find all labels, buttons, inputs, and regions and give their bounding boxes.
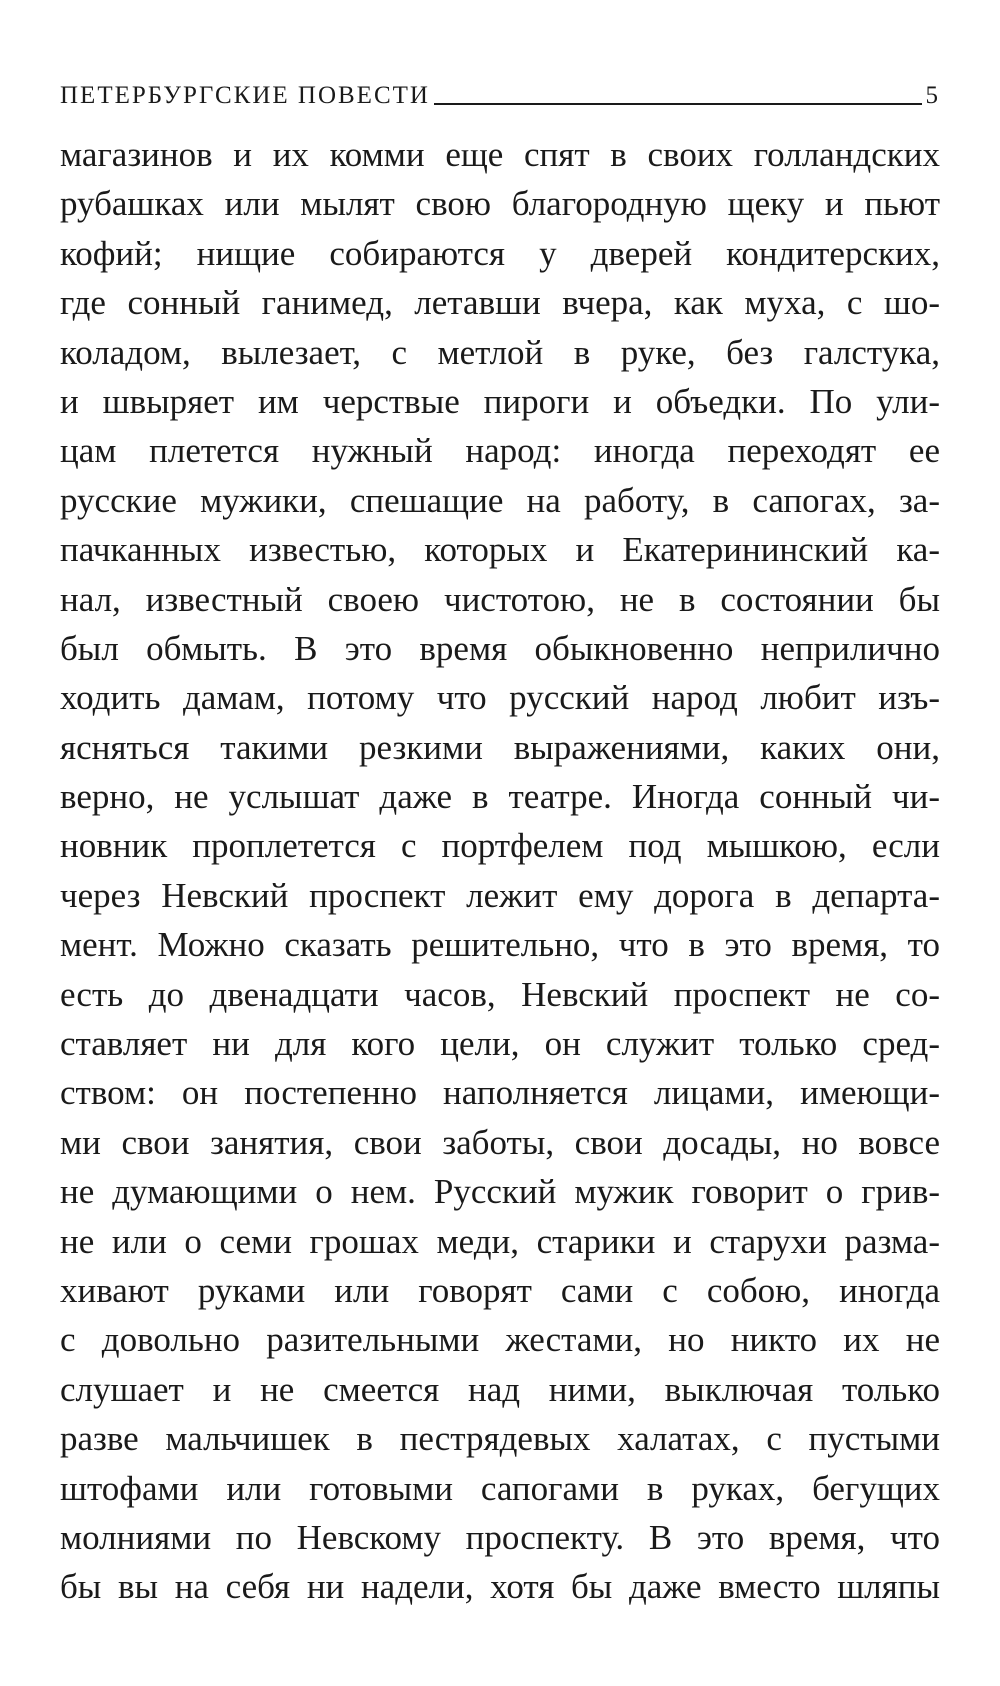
text-line: новник проплетется с портфелем под мышкою, если [60, 826, 940, 866]
text-line: не или о семи грошах меди, старики и старухи разма- [60, 1221, 940, 1261]
text-line: хивают руками или говорят сами с собою, иногда [60, 1270, 940, 1310]
page-number: 5 [925, 82, 940, 109]
text-line: ми свои занятия, свои заботы, свои досады, но вовсе [60, 1122, 940, 1162]
text-line: есть до двенадцати часов, Невский проспект не со- [60, 974, 940, 1014]
text-line: кофий; нищие собираются у дверей кондитерских, [60, 233, 940, 273]
text-line: бы вы на себя ни надели, хотя бы даже вместо шляпы [60, 1567, 940, 1607]
text-line: где сонный ганимед, летавши вчера, как муха, с шо- [60, 283, 940, 323]
text-line: через Невский проспект лежит ему дорога в департа- [60, 875, 940, 915]
text-line: пачканных известью, которых и Екатерининский ка- [60, 530, 940, 570]
text-line: был обмыть. В это время обыкновенно неприлично [60, 628, 940, 668]
text-line: с довольно разительными жестами, но никто их не [60, 1320, 940, 1360]
text-line: нал, известный своею чистотою, не в состоянии бы [60, 579, 940, 619]
text-line: цам плетется нужный народ: иногда переходят ее [60, 431, 940, 471]
text-line: ясняться такими резкими выражениями, каких они, [60, 727, 940, 767]
running-head-rule [434, 103, 922, 105]
text-line: не думающими о нем. Русский мужик говорит о грив- [60, 1172, 940, 1212]
body-text [60, 130, 940, 1612]
running-head-title: ПЕТЕРБУРГСКИЕ ПОВЕСТИ [60, 82, 430, 109]
text-line: ходить дамам, потому что русский народ любит изъ- [60, 678, 940, 718]
text-line: коладом, вылезает, с метлой в руке, без галстука, [60, 332, 940, 372]
text-line: мент. Можно сказать решительно, что в это время, то [60, 925, 940, 965]
text-line: магазинов и их комми еще спят в своих голландских [60, 135, 940, 174]
text-line: ством: он постепенно наполняется лицами, имеющи- [60, 1073, 940, 1113]
text-line: молниями по Невскому проспекту. В это время, что [60, 1517, 940, 1557]
text-line: и швыряет им черствые пироги и объедки. По ули- [60, 381, 940, 421]
text-line: разве мальчишек в пестрядевых халатах, с пустыми [60, 1419, 940, 1459]
running-head [60, 74, 940, 108]
text-line: ставляет ни для кого цели, он служит только сред- [60, 1024, 940, 1064]
text-line: штофами или готовыми сапогами в руках, бегущих [60, 1468, 940, 1508]
text-line: русские мужики, спешащие на работу, в сапогах, за- [60, 480, 940, 520]
book-page [60, 74, 940, 1612]
text-line: рубашках или мылят свою благородную щеку и пьют [60, 184, 940, 224]
text-line: слушает и не смеется над ними, выключая только [60, 1369, 940, 1409]
text-line: верно, не услышат даже в театре. Иногда сонный чи- [60, 777, 940, 817]
